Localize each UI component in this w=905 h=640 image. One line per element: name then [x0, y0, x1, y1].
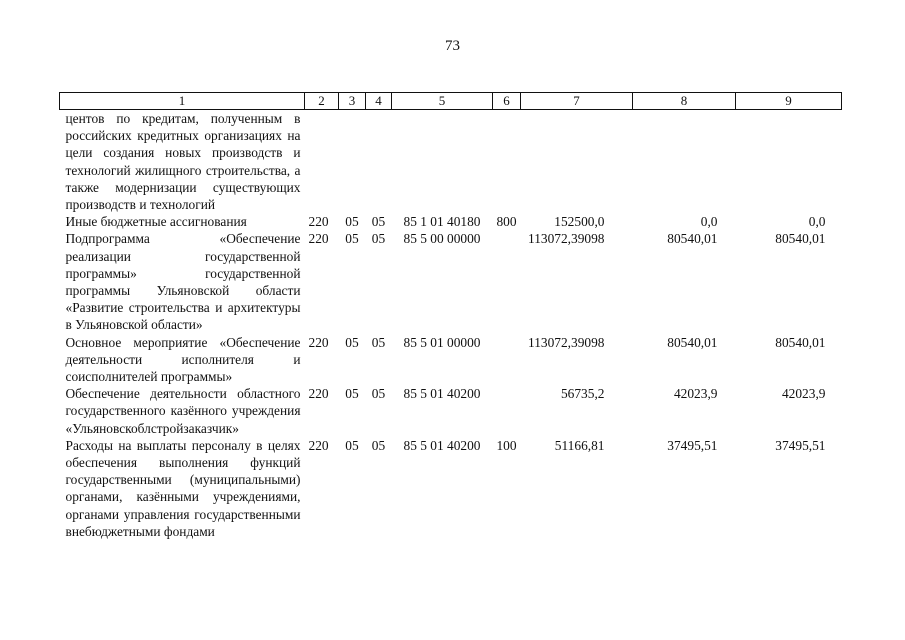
row-expense-type: [493, 385, 521, 437]
row-name: Подпрограмма «Обеспечение реализации государственной программы» государственной программы Ульяновской области «Развитие строительства и архитектуры в Ульяновской области»: [65, 231, 301, 333]
row-col9: 37495,51: [775, 437, 826, 453]
table-row: [60, 230, 842, 333]
row-subsection: [366, 110, 392, 214]
header-col-4: 4: [366, 93, 392, 110]
row-section: 05: [345, 334, 359, 350]
row-section: 05: [345, 386, 359, 402]
header-col-5: 5: [392, 93, 493, 110]
row-admin: 220: [308, 386, 329, 402]
row-name: центов по кредитам, полученным в российских кредитных организациях на цели создания новых производств и технологий жилищного строительства, а также модернизации существующих производств и технологий: [65, 111, 301, 213]
row-subsection: 05: [371, 334, 386, 350]
header-col-7: 7: [521, 93, 633, 110]
row-section: 05: [345, 437, 359, 453]
header-col-8: 8: [633, 93, 736, 110]
budget-table: [59, 92, 842, 540]
row-col8: 42023,9: [673, 386, 718, 402]
row-col9: 0,0: [808, 214, 826, 230]
header-col-1: 1: [60, 93, 305, 110]
header-row: [60, 93, 842, 110]
row-col7: 56735,2: [560, 386, 605, 402]
row-col7: 113072,39098: [528, 231, 605, 247]
row-expense-type: 100: [496, 437, 517, 453]
row-target: 85 1 01 40180: [403, 214, 481, 230]
row-col8: 80540,01: [667, 334, 718, 350]
row-target: [392, 110, 493, 214]
row-col7: 152500,0: [554, 214, 605, 230]
row-col7: 113072,39098: [528, 334, 605, 350]
row-admin: 220: [308, 334, 329, 350]
row-name: Расходы на выплаты персоналу в целях обеспечения выполнения функций государственными (муниципальными) органами, казёнными учреждениями, органами управления государственными внебюджетными фондами: [65, 437, 301, 539]
row-admin: 220: [308, 231, 329, 247]
row-col8: 80540,01: [667, 231, 718, 247]
row-subsection: 05: [371, 231, 386, 247]
row-name: Основное мероприятие «Обеспечение деятельности исполнителя и соисполнителей программы»: [65, 334, 301, 385]
row-admin: 220: [308, 437, 329, 453]
row-admin: 220: [308, 214, 329, 230]
page-number: 73: [445, 38, 460, 54]
table-row: [60, 437, 842, 540]
table-row: [60, 213, 842, 230]
row-col8: 37495,51: [667, 437, 718, 453]
row-admin: [305, 110, 339, 214]
header-col-6: 6: [493, 93, 521, 110]
row-subsection: 05: [371, 437, 386, 453]
row-expense-type: 800: [496, 214, 517, 230]
row-col9: 80540,01: [775, 231, 826, 247]
row-target: 85 5 01 40200: [403, 437, 481, 453]
row-section: 05: [345, 231, 359, 247]
row-target: 85 5 01 00000: [403, 334, 481, 350]
row-expense-type: [493, 334, 521, 386]
row-col9: [736, 110, 842, 214]
row-col9: 80540,01: [775, 334, 826, 350]
row-section: 05: [345, 214, 359, 230]
row-target: 85 5 00 00000: [403, 231, 481, 247]
row-col8: [633, 110, 736, 214]
table-row: [60, 334, 842, 386]
header-col-3: 3: [339, 93, 366, 110]
row-subsection: 05: [371, 386, 386, 402]
header-col-2: 2: [305, 93, 339, 110]
row-col8: 0,0: [700, 214, 718, 230]
row-col9: 42023,9: [781, 386, 826, 402]
row-target: 85 5 01 40200: [403, 386, 481, 402]
row-col7: [521, 110, 633, 214]
table-row: [60, 385, 842, 437]
row-name: Обеспечение деятельности областного государственного казённого учреждения «Ульяновскоблстройзаказчик»: [65, 386, 301, 436]
row-subsection: 05: [371, 214, 386, 230]
row-col7: 51166,81: [554, 437, 605, 453]
table-body: [60, 110, 842, 541]
row-name: Иные бюджетные ассигнования: [65, 214, 247, 230]
row-expense-type: [493, 110, 521, 214]
row-expense-type: [493, 230, 521, 333]
row-section: [339, 110, 366, 214]
header-col-9: 9: [736, 93, 842, 110]
table-header: [60, 93, 842, 110]
table-row: [60, 110, 842, 214]
